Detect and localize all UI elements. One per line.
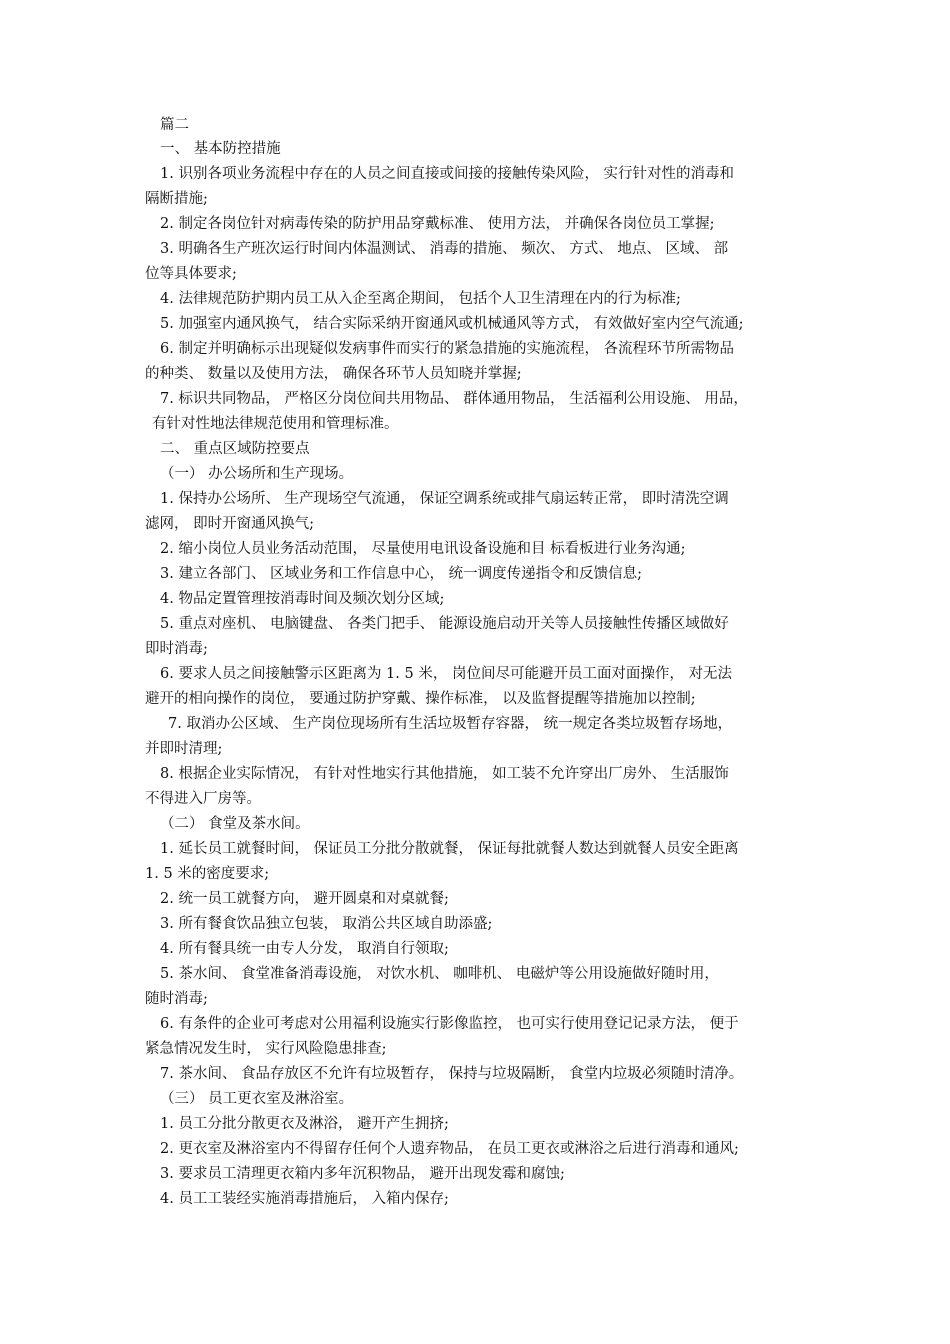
text-line: 随时消毒; — [145, 991, 208, 1007]
text-line: 位等具体要求; — [145, 266, 237, 282]
text-line: 5. 加强室内通风换气， 结合实际采纳开窗通风或机械通风等方式， 有效做好室内空气流通; — [160, 316, 744, 332]
text-line: 7. 茶水间、 食品存放区不允许有垃圾暂存， 保持与垃圾隔断， 食堂内垃圾必须随时清净。 — [160, 1066, 744, 1082]
text-line: 1. 延长员工就餐时间， 保证员工分批分散就餐， 保证每批就餐人数达到就餐人员安全距离 — [160, 841, 739, 857]
text-line: 紧急情况发生时， 实行风险隐患排查; — [145, 1041, 387, 1057]
text-line: 2. 制定各岗位针对病毒传染的防护用品穿戴标准、 使用方法， 并确保各岗位员工掌握; — [160, 216, 715, 232]
text-line: 滤网， 即时开窗通风换气; — [145, 516, 314, 532]
text-line: 1. 员工分批分散更衣及淋浴， 避开产生拥挤; — [160, 1116, 449, 1132]
text-line: （二） 食堂及茶水间。 — [160, 816, 310, 832]
text-line: 1. 5 米的密度要求; — [145, 866, 270, 882]
text-line: 4. 所有餐具统一由专人分发， 取消自行领取; — [160, 941, 449, 957]
text-line: 6. 有条件的企业可考虑对公用福利设施实行影像监控， 也可实行使用登记记录方法， 便于 — [160, 1016, 739, 1032]
text-line: 篇二 — [160, 117, 189, 133]
text-line: 3. 要求员工清理更衣箱内多年沉积物品， 避开出现发霉和腐蚀; — [160, 1166, 565, 1182]
text-line: 有针对性地法律规范使用和管理标准。 — [152, 416, 399, 432]
text-line: 2. 缩小岗位人员业务活动范围， 尽量使用电讯设备设施和目 标看板进行业务沟通; — [160, 541, 686, 557]
text-line: 一、 基本防控措施 — [160, 141, 281, 157]
text-line: 6. 制定并明确标示出现疑似发病事件而实行的紧急措施的实施流程， 各流程环节所需物品 — [160, 341, 735, 357]
text-line: （一） 办公场所和生产现场。 — [160, 466, 354, 482]
text-line: 4. 法律规范防护期内员工从入企至离企期间， 包括个人卫生清理在内的行为标准; — [160, 291, 681, 307]
text-line: 3. 明确各生产班次运行时间内体温测试、 消毒的措施、 频次、 方式、 地点、 区域、 部 — [160, 241, 729, 257]
text-line: 不得进入厂房等。 — [145, 791, 261, 807]
text-line: 2. 更衣室及淋浴室内不得留存任何个人遗弃物品， 在员工更衣或淋浴之后进行消毒和通风; — [160, 1141, 739, 1157]
text-line: 并即时清理; — [145, 741, 223, 757]
text-line: 7. 标识共同物品， 严格区分岗位间共用物品、 群体通用物品， 生活福利公用设施、 用品， — [160, 391, 748, 407]
text-line: （三） 员工更衣室及淋浴室。 — [160, 1091, 354, 1107]
text-line: 1. 识别各项业务流程中存在的人员之间直接或间接的接触传染风险， 实行针对性的消毒和 — [160, 166, 735, 182]
text-line: 1. 保持办公场所、 生产现场空气流通， 保证空调系统或排气扇运转正常， 即时清洗空调 — [160, 491, 729, 507]
text-line: 4. 物品定置管理按消毒时间及频次划分区域; — [160, 591, 445, 607]
text-line: 即时消毒; — [145, 641, 208, 657]
text-line: 避开的相向操作的岗位， 要通过防护穿戴、操作标准， 以及监督提醒等措施加以控制; — [145, 691, 696, 707]
text-line: 隔断措施; — [145, 191, 208, 207]
text-line: 6. 要求人员之间接触警示区距离为 1. 5 米， 岗位间尽可能避开员工面对面操作， 对无法 — [160, 666, 733, 682]
text-line: 3. 所有餐食饮品独立包装， 取消公共区域自助添盛; — [160, 916, 493, 932]
text-line: 8. 根据企业实际情况， 有针对性地实行其他措施， 如工装不允许穿出厂房外、 生活服饰 — [160, 766, 729, 782]
text-line: 7. 取消办公区域、 生产岗位现场所有生活垃圾暂存容器， 统一规定各类垃圾暂存场地， — [168, 716, 733, 732]
text-line: 5. 茶水间、 食堂准备消毒设施， 对饮水机、 咖啡机、 电磁炉等公用设施做好随时用， — [160, 966, 719, 982]
text-line: 5. 重点对座机、 电脑键盘、 各类门把手、 能源设施启动开关等人员接触性传播区域做好 — [160, 616, 729, 632]
text-line: 3. 建立各部门、 区域业务和工作信息中心， 统一调度传递指令和反馈信息; — [160, 566, 643, 582]
text-line: 2. 统一员工就餐方向， 避开圆桌和对桌就餐; — [160, 891, 449, 907]
text-line: 4. 员工工装经实施消毒措施后， 入箱内保存; — [160, 1191, 449, 1207]
text-line: 二、 重点区域防控要点 — [160, 441, 310, 457]
text-line: 的种类、 数量以及使用方法， 确保各环节人员知晓并掌握; — [145, 366, 522, 382]
